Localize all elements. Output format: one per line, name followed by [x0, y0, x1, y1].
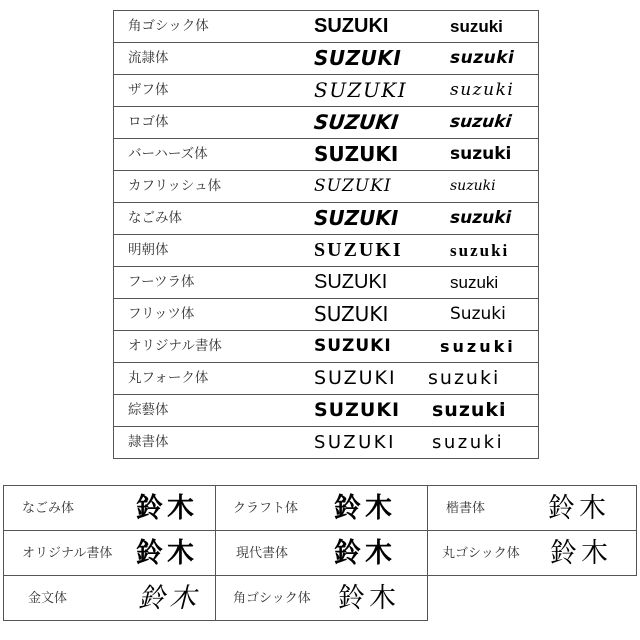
kanji-font-cell — [215, 575, 428, 621]
kanji-sample: 鈴木 — [548, 493, 610, 524]
font-row — [114, 395, 538, 427]
font-row — [114, 203, 538, 235]
font-name: 丸フォーク体 — [128, 370, 209, 386]
font-row — [114, 299, 538, 331]
uppercase-sample: SUZUKI — [314, 176, 392, 196]
font-row — [114, 331, 538, 363]
font-name: なごみ体 — [128, 210, 182, 226]
font-name: オリジナル書体 — [22, 546, 113, 561]
kanji-sample: 鈴木 — [136, 538, 198, 569]
uppercase-sample: SUZUKI — [314, 399, 401, 421]
font-name: 明朝体 — [128, 242, 169, 258]
font-name: なごみ体 — [22, 501, 75, 516]
uppercase-sample: SUZUKI — [314, 46, 402, 70]
lowercase-sample: suzuki — [450, 48, 515, 68]
font-row — [114, 267, 538, 299]
font-row — [114, 235, 538, 267]
font-name: ザフ体 — [128, 82, 169, 98]
kanji-font-cell — [427, 485, 637, 531]
font-name: 金文体 — [28, 591, 68, 606]
lowercase-sample: suzuki — [450, 208, 512, 228]
kanji-sample: 鈴木 — [334, 538, 396, 569]
romaji-font-table — [113, 10, 539, 459]
font-row — [114, 171, 538, 203]
font-row — [114, 139, 538, 171]
font-row — [114, 75, 538, 107]
font-name: 綜藝体 — [128, 402, 169, 418]
font-name: 現代書体 — [236, 546, 289, 561]
uppercase-sample: SUZUKI — [314, 15, 389, 37]
lowercase-sample: suzuki — [432, 399, 507, 421]
uppercase-sample: SUZUKI — [314, 367, 397, 389]
lowercase-sample: suzuki — [428, 367, 501, 389]
font-name: バーハーズ体 — [128, 146, 208, 162]
uppercase-sample: SUZUKI — [314, 239, 403, 261]
uppercase-sample: SUZUKI — [314, 336, 392, 356]
font-name: 角ゴシック体 — [128, 18, 209, 34]
lowercase-sample: Suzuki — [450, 304, 506, 324]
uppercase-sample: SUZUKI — [314, 142, 399, 166]
kanji-font-cell — [215, 530, 428, 576]
lowercase-sample: suzuki — [450, 80, 515, 100]
font-name: 角ゴシック体 — [233, 591, 311, 606]
kanji-font-cell — [427, 530, 637, 576]
uppercase-sample: SUZUKI — [314, 78, 408, 102]
uppercase-sample: SUZUKI — [314, 302, 389, 326]
lowercase-sample: suzuki — [450, 178, 496, 194]
lowercase-sample: suzuki — [450, 17, 503, 36]
uppercase-sample: SUZUKI — [312, 110, 400, 134]
font-name: クラフト体 — [233, 501, 299, 516]
uppercase-sample: SUZUKI — [314, 206, 399, 230]
lowercase-sample: suzuki — [440, 337, 516, 356]
kanji-font-cell — [3, 485, 216, 531]
kanji-font-cell — [3, 575, 216, 621]
font-name: 楷書体 — [446, 501, 486, 516]
font-name: フーツラ体 — [128, 274, 195, 290]
font-name: ロゴ体 — [128, 114, 169, 130]
font-name: 流隷体 — [128, 50, 169, 66]
kanji-sample: 鈴木 — [338, 583, 400, 614]
font-name: オリジナル書体 — [128, 338, 222, 354]
lowercase-sample: suzuki — [449, 112, 513, 132]
font-name: 丸ゴシック体 — [442, 546, 520, 561]
kanji-sample: 鈴木 — [334, 493, 396, 524]
font-name: カフリッシュ体 — [128, 178, 222, 194]
font-row — [114, 43, 538, 75]
font-row — [114, 107, 538, 139]
font-row — [114, 11, 538, 43]
kanji-font-cell — [215, 485, 428, 531]
uppercase-sample: SUZUKI — [314, 271, 388, 293]
lowercase-sample: suzuki — [450, 241, 510, 260]
kanji-sample: 鈴木 — [550, 538, 612, 569]
lowercase-sample: suzuki — [450, 273, 499, 292]
font-row — [114, 427, 538, 459]
kanji-sample: 鈴木 — [136, 493, 198, 524]
lowercase-sample: suzuki — [450, 144, 512, 164]
uppercase-sample: SUZUKI — [314, 432, 396, 453]
font-row — [114, 363, 538, 395]
lowercase-sample: suzuki — [432, 432, 505, 453]
font-name: フリッツ体 — [128, 306, 195, 322]
kanji-font-cell — [3, 530, 216, 576]
kanji-sample: 鈴木 — [138, 583, 200, 614]
font-name: 隷書体 — [128, 434, 169, 450]
kanji-font-grid — [3, 485, 637, 621]
